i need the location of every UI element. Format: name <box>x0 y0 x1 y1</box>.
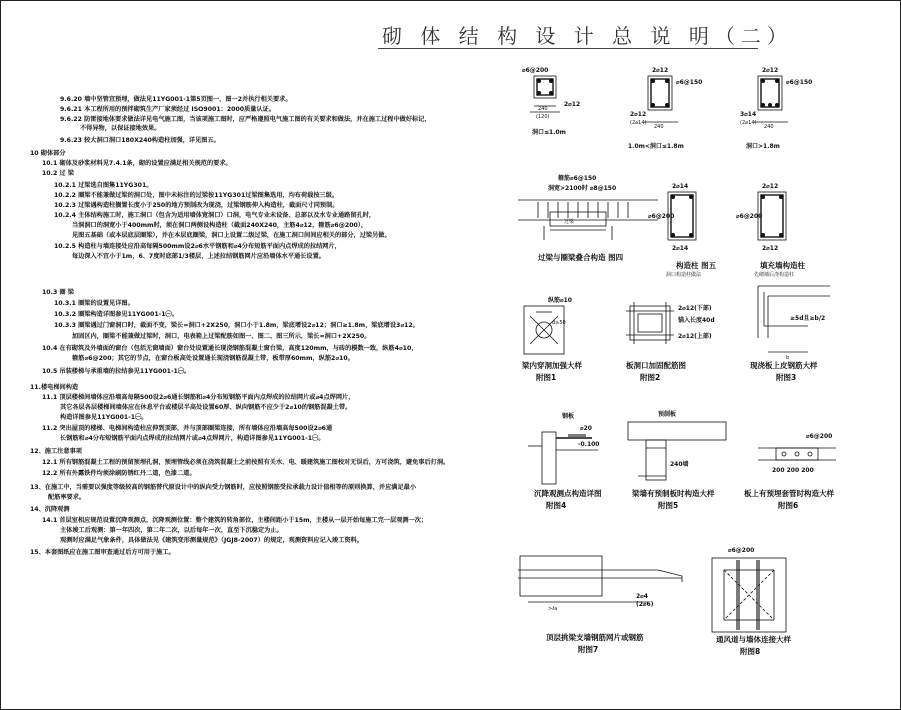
fig2-dim-240: 240 <box>654 124 664 130</box>
fig3-top-rebar: 2⌀12 <box>762 67 779 74</box>
note-line: 10.4 在有砌筑及外墙面的窗台（包括无窗墙面）窗台处设置通长现浇钢筋混凝土窗台梁，高度120mm，与砖的模数一致，纵筋4⌀10， <box>42 345 418 352</box>
att4-note-1: 钢板 <box>562 413 575 420</box>
att4-note-3: -0.100 <box>578 441 600 448</box>
note-line: 11.楼电梯间构造 <box>30 384 79 391</box>
fig1-dim-120: (120) <box>536 114 550 120</box>
fig2-stirrup: ⌀6@150 <box>676 79 703 86</box>
attached-figure-4 <box>528 432 598 484</box>
fig6-stirrup: ⌀6@200 <box>736 213 763 220</box>
attached-figure-8 <box>712 558 786 632</box>
att2-side: 锚入长度40d <box>678 317 715 324</box>
fig2-alt-rebar: (2⌀14) <box>630 120 647 126</box>
fig5-caption: 构造柱 图五 <box>676 261 717 270</box>
note-line: 11.2 突出屋顶的楼梯、电梯间构造柱应伸到顶部，并与顶部圈梁连接，所有墙体应沿墙高每500设2⌀6通 <box>42 425 333 432</box>
note-line: 主体竣工后观测：第一年四次，第二年二次，以后每年一次，直至下沉稳定为止。 <box>60 527 283 534</box>
figure-2 <box>644 76 678 122</box>
att1-rebar: 纵筋⌀10 <box>548 297 572 304</box>
figure-4 <box>518 200 658 240</box>
fig2-top-rebar: 2⌀12 <box>652 67 669 74</box>
note-line: 10.5 吊装楼梯与承重墙的拉结参见11YG001-1㊀。 <box>42 368 191 375</box>
fig1-rebar-label: ⌀6@200 <box>522 67 549 74</box>
att6-name: 附图6 <box>778 501 799 510</box>
note-line: 10 砌体部分 <box>30 150 66 157</box>
fig6-bottom-rebar: 2⌀12 <box>762 245 779 252</box>
fig5-bottom-rebar: 2⌀14 <box>672 245 689 252</box>
att3-name: 附图3 <box>776 373 797 382</box>
att3-dim: ≥5d且≥b/2 <box>790 315 826 322</box>
att1-name: 附图1 <box>536 373 557 382</box>
note-line: 每边深入不宜小于1m，6、7度时底部1/3楼层，上述拉结钢筋网片应沿墙体水平通长设置。 <box>72 253 325 260</box>
att6-caption: 板上有预埋套管时构造大样 <box>744 489 834 498</box>
att4-caption: 沉降观测点构造详图 <box>534 489 602 498</box>
fig4-caption: 过梁与圈梁叠合构造 图四 <box>538 253 624 262</box>
note-line: 箍筋⌀6@200；其它的节点，在窗台板高处设置通长现浇钢筋混凝土带，板带厚60mm，纵筋2⌀10。 <box>72 355 354 362</box>
fig1-dim-240: 240 <box>538 106 548 112</box>
att5-note-2: 240墙 <box>670 461 689 468</box>
fig6-note: 先砌墙后浇构造柱 <box>754 272 795 278</box>
fig6-top-rebar: 2⌀12 <box>762 183 779 190</box>
attached-figure-2 <box>626 302 674 344</box>
fig3-stirrup: ⌀6@150 <box>786 79 813 86</box>
fig5-top-rebar: 2⌀14 <box>672 183 689 190</box>
figure-3 <box>754 76 788 122</box>
note-line: 12、施工注意事项 <box>30 448 82 455</box>
fig4-lintel-label: 过梁 <box>564 219 575 225</box>
note-line: 长钢筋和⌀4分布短钢筋平面内点焊成的拉结网片或⌀4点焊网片，构造详图参见11YG001-1㊀。 <box>60 435 325 442</box>
note-line: 10.2.2 圈梁不能兼做过梁的洞口处，图中未标注的过梁按11YG301过梁图集选用，均布荷载按三级。 <box>54 192 339 199</box>
title-underline <box>378 48 758 49</box>
note-line: 10.2.3 过梁遇构造柱搁置长度小于250的地方预制改为现浇，过梁钢筋伸入构造柱，截面尺寸同预制。 <box>54 202 339 209</box>
att6-note-2: 200 200 200 <box>772 467 814 474</box>
fig3-dim-240: 240 <box>764 124 774 130</box>
sheet-title: 砌 体 结 构 设 计 总 说 明（二） <box>382 24 793 48</box>
note-line: 加固区内，圈梁不能兼做过梁时，洞口，电表箱上过梁配筋如图一、图二、图三所示，梁长=洞口+2X250。 <box>72 333 371 340</box>
note-line: 12.2 所有外露铁件均须涂刷防锈红丹二道，色漆二道。 <box>42 470 196 477</box>
fig6-caption: 填充墙构造柱 <box>760 261 805 270</box>
note-line: 13、在施工中，当需要以强度等级较高的钢筋替代原设计中的纵向受力钢筋时，应按照钢筋受拉承载力设计值相等的原则换算，并应满足最小 <box>30 484 417 491</box>
att2-caption: 板洞口加固配筋图 <box>626 361 686 370</box>
attached-figure-5 <box>628 422 726 480</box>
note-line: 10.2.4 主体结构施工时，施工洞口（包含为适用墙体宽洞口）口洞，电气专业未设备、总部以及水专业通路留孔时， <box>54 212 376 219</box>
att3-b: b <box>786 355 790 361</box>
att1-caption: 梁内穿洞加强大样 <box>522 361 582 370</box>
fig1-caption: 洞口≤1.0m <box>532 129 566 136</box>
fig1-main-label: 2⌀12 <box>564 101 581 108</box>
fig3-caption: 洞口>1.8m <box>746 143 780 150</box>
note-line: 15、本套图纸应在施工图审查通过后方可用于施工。 <box>30 549 175 556</box>
att8-note-1: ⌀6@200 <box>728 547 755 554</box>
attached-figure-1 <box>524 306 564 354</box>
note-line: 见图五基础（或本层底层圈梁），并在本层底圈梁，洞口上设置二级过梁，在施工洞口间间应相关的部分，过梁另做。 <box>72 232 391 239</box>
fig4-rebar-1: 箍筋⌀6@150 <box>558 175 597 182</box>
note-line: 10.3.1 圈梁的设置见详图。 <box>54 300 134 307</box>
att8-caption: 通风道与墙体连接大样 <box>716 635 791 644</box>
note-line: 当洞洞口的洞宽小于400mm时，须在洞口两侧设构造柱（截面240X240，主筋4⌀12，箍筋⌀6@200）， <box>72 222 368 229</box>
note-line: 10.2.1 过梁选自图集11YG301。 <box>54 182 153 189</box>
att7-note-3: (2⌀6) <box>636 601 654 608</box>
att2-top: 2⌀12(下部) <box>678 305 712 312</box>
att6-note-1: ⌀6@200 <box>806 433 833 440</box>
attached-figure-6 <box>758 448 836 460</box>
att5-note-1: 预制板 <box>658 411 677 418</box>
att1-dim: d≥50 <box>552 320 566 326</box>
att5-name: 附图5 <box>658 501 679 510</box>
note-line: 10.2 过 梁 <box>42 170 74 177</box>
att5-caption: 梁墙有预制板时构造大样 <box>632 489 715 498</box>
attached-figure-7 <box>518 556 682 602</box>
att8-name: 附图8 <box>740 647 761 656</box>
fig2-caption: 1.0m<洞口≤1.8m <box>628 143 684 150</box>
fig5-stirrup: ⌀6@200 <box>648 213 675 220</box>
att7-caption: 顶层挑梁支墙钢筋网片或钢筋 <box>546 633 644 642</box>
note-line: 11.1 顶层楼梯间墙体应沿墙高每隔500设2⌀6通长钢筋和⌀4分布短钢筋平面内点焊成的拉结网片或⌀4点焊网片， <box>42 394 355 401</box>
att3-caption: 现浇板上皮钢筋大样 <box>750 361 818 370</box>
note-line: 构造详图参见11YG001-1㊀。 <box>60 414 148 421</box>
note-line: 9.6.20 墙中坚管宜预埋，做法见11YG001-1第5页图一、图一2并执行相关要求。 <box>60 96 292 103</box>
note-line: 9.6.22 防雷接地体要求做法详见电气施工图，当该项施工图时，应严格遵照电气施工图的有关要求和做法，并在施工过程中做好标记， <box>60 116 431 123</box>
att7-note-1: >ℓa <box>548 606 558 612</box>
note-line: 14、沉降观测 <box>30 506 70 513</box>
fig5-note: 洞口构造柱做法 <box>666 272 702 278</box>
fig4-rebar-2: 洞宽>2100时 ⌀8@150 <box>548 185 617 192</box>
note-line: 9.6.21 本工程所用的预拌砌筑生产厂家须经过 ISO9001：2000质量认证。 <box>60 106 276 113</box>
note-line: 不得异物，以保证接地效果。 <box>80 125 161 132</box>
att2-name: 附图2 <box>640 373 661 382</box>
note-line: 10.3 圈 梁 <box>42 289 74 296</box>
note-line: 观测时应满足气象条件，具体做法见《建筑变形测量规范》（JGJ8-2007）的规定，观测资料应记入竣工资料。 <box>60 537 363 544</box>
note-line: 9.6.23 较大洞口洞口180X240构造柱加强，详见图五。 <box>60 137 220 144</box>
fig3-alt-rebar: (2⌀14) <box>740 120 757 126</box>
att7-note-2: 2⌀4 <box>636 593 648 600</box>
note-line: 12.1 所有钢筋混凝土工程的预留预埋孔洞，预埋管线必须在浇筑混凝土之前按照有关水、电、暖建筑施工图校对无误后，方可浇筑，避免事后打洞。 <box>42 459 450 466</box>
detail-drawings <box>508 62 898 662</box>
att2-bottom: 2⌀12(上部) <box>678 333 712 340</box>
fig3-side-rebar: 3⌀14 <box>740 111 757 118</box>
att4-name: 附图4 <box>546 501 567 510</box>
note-line: 14.1 首层室相应规范设置沉降观测点，沉降观测位置：整个建筑的转角部位，主楼间距小于15m，主楼从一层开始每施工完一层观测一次； <box>42 517 428 524</box>
note-line: 其它各层各层楼梯间墙体应在休息平台或楼层半高处设置60厚、纵向钢筋不应少于2⌀10的钢筋混凝土带。 <box>60 404 352 411</box>
note-line: 10.2.5 构造柱与墙连接处应沿高每隔500mm设2⌀6水平钢筋和⌀4分布短筋平面内点焊成的拉结网片， <box>54 243 341 250</box>
note-line: 10.1 砌体及砂浆材料见7.4.1条，砌的设置应满足相关规范的要求。 <box>42 160 232 167</box>
note-line: 10.3.2 圈梁构造详图参见11YG001-1㊀。 <box>54 311 178 318</box>
note-line: 配筋率要求。 <box>48 494 86 501</box>
att4-note-2: ⌀20 <box>580 425 592 432</box>
att7-name: 附图7 <box>578 645 599 654</box>
fig2-side-rebar: 2⌀12 <box>630 111 647 118</box>
note-line: 10.3.3 圈梁遇过门窗洞口时，截面不变，梁长=洞口+2X250，洞口小于1.8m，梁底增设2⌀12；洞口≥1.8m，梁底增设3⌀12。 <box>54 322 419 329</box>
